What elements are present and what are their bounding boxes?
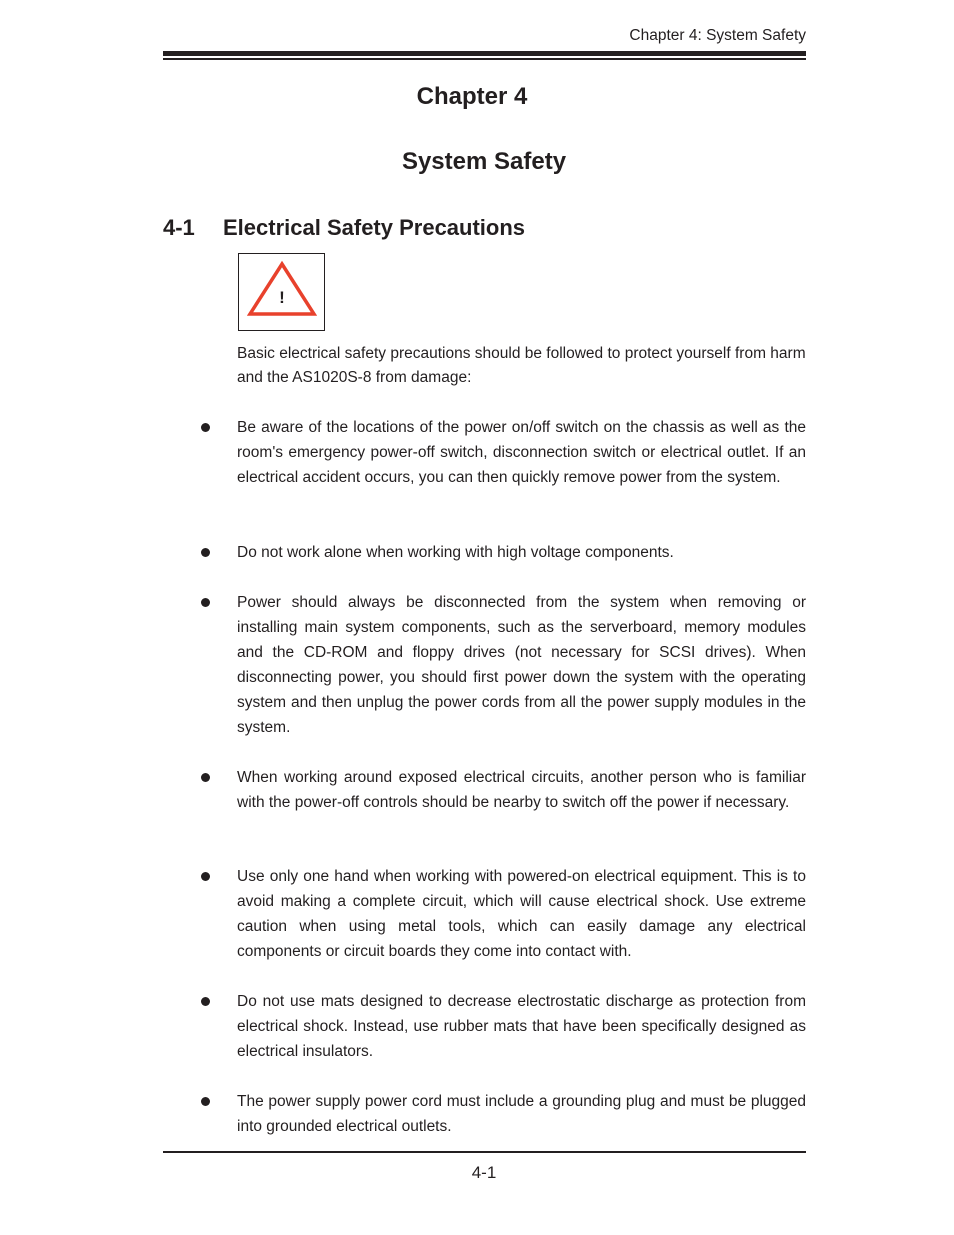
chapter-label: Chapter 4: [416, 83, 528, 110]
list-item: [237, 989, 806, 1064]
running-header: Chapter 4: System Safety: [629, 27, 806, 44]
section-title: Electrical Safety Precautions: [223, 215, 526, 240]
bullet-icon: [201, 997, 210, 1006]
list-item: [237, 415, 806, 490]
footer-rule: [163, 1151, 806, 1153]
list-item: [237, 864, 806, 964]
list-item-text: Do not work alone when working with high voltage components.: [237, 544, 674, 561]
header-rule-thick: [163, 51, 806, 56]
list-item-text: Power should always be disconnected from the system when removing or installing main system components, such as the serverboard, memory modules and the CD-ROM and floppy drives (not necessary for SCSI drives). When disconnecting power, you should first power down the system with the operating system and then unplug the power cords from all the power supply modules in the system.: [237, 594, 806, 736]
section-heading: [163, 215, 525, 241]
list-item-text: Do not use mats designed to decrease electrostatic discharge as protection from electrical shock. Instead, use rubber mats that have been specifically designed as electrical insulators.: [237, 993, 806, 1060]
intro-paragraph: Basic electrical safety precautions should be followed to protect yourself from harm and the AS1020S-8 from damage:: [237, 345, 806, 386]
list-item: [237, 590, 806, 740]
list-item: [237, 1089, 806, 1139]
bullet-icon: [201, 598, 210, 607]
bullet-icon: [201, 423, 210, 432]
warning-symbol: !: [279, 288, 285, 307]
bullet-icon: [201, 548, 210, 557]
list-item: [237, 540, 806, 565]
bullet-icon: [201, 773, 210, 782]
list-item-text: Use only one hand when working with powered-on electrical equipment. This is to avoid making a complete circuit, which will cause electrical shock. Use extreme caution when using metal tools, which can easily damage any electrical components or circuit boards they come into contact with.: [237, 868, 806, 960]
list-item-text: Be aware of the locations of the power on/off switch on the chassis as well as the room's emergency power-off switch, disconnection switch or electrical outlet. If an electrical accident occurs, you can then quickly remove power from the system.: [237, 419, 806, 486]
list-item-text: The power supply power cord must include a grounding plug and must be plugged into grounded electrical outlets.: [237, 1093, 806, 1135]
section-number: 4-1: [163, 215, 195, 240]
warning-triangle-icon: [247, 260, 317, 322]
list-item-text: When working around exposed electrical circuits, another person who is familiar with the power-off controls should be nearby to switch off the power if necessary.: [237, 769, 806, 811]
bullet-icon: [201, 872, 210, 881]
page-number: 4-1: [471, 1163, 497, 1182]
header-rule-thin: [163, 58, 806, 60]
chapter-title: System Safety: [401, 148, 567, 175]
bullet-icon: [201, 1097, 210, 1106]
warning-box: [238, 253, 325, 331]
list-item: [237, 765, 806, 815]
